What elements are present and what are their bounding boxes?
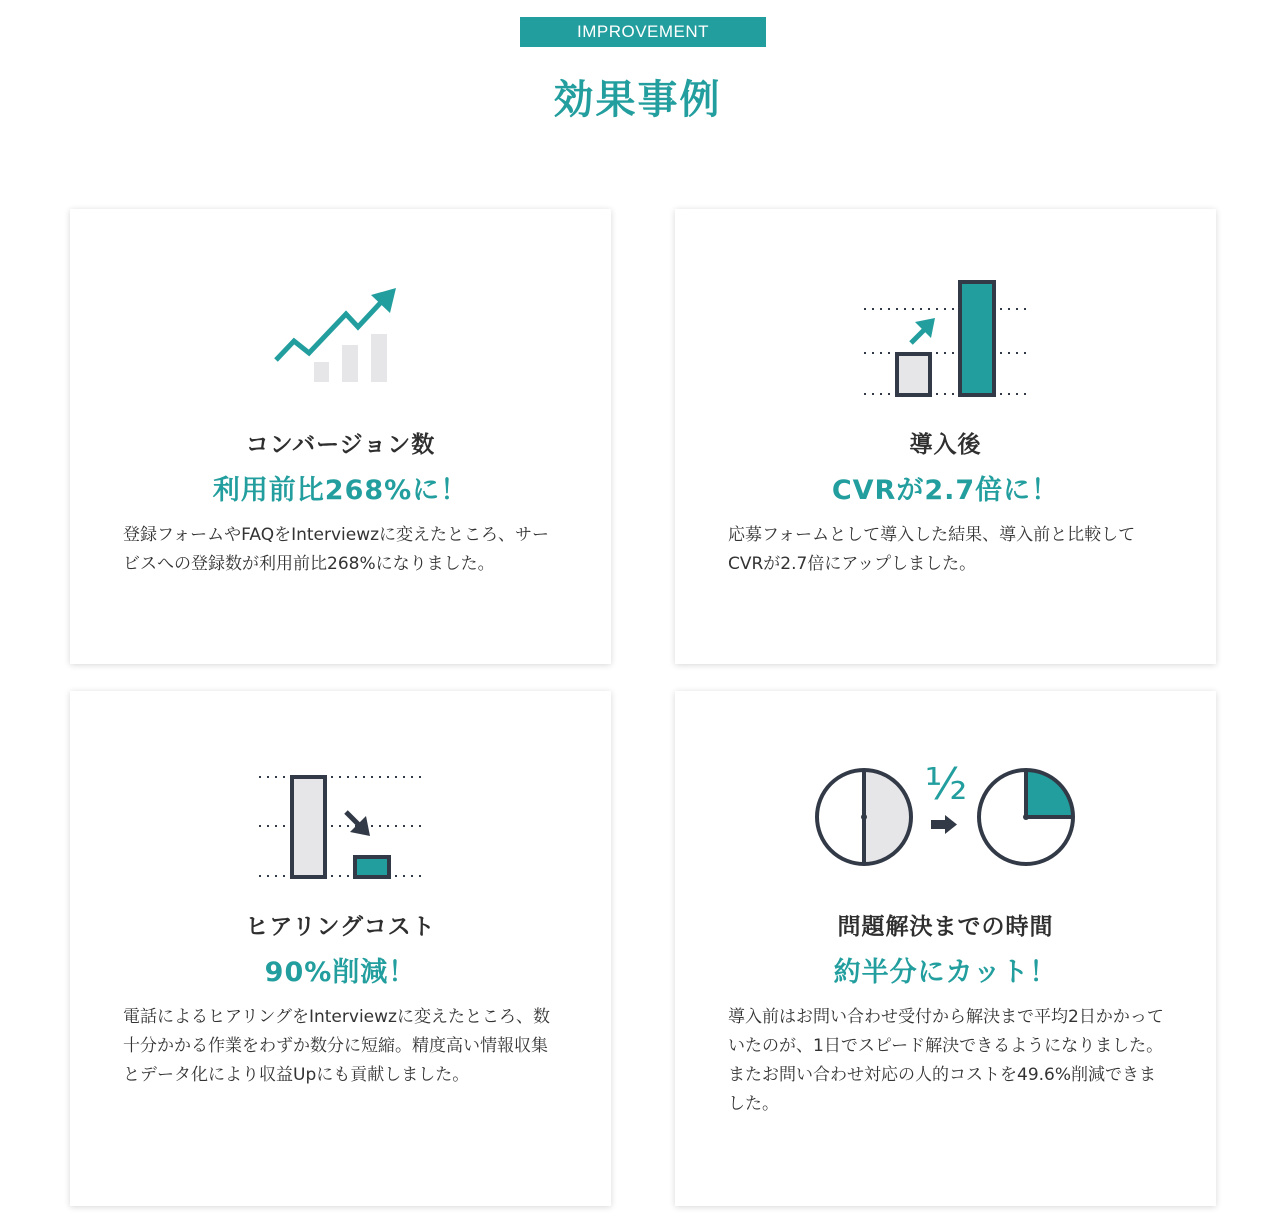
card-heading: ヒアリングコスト — [245, 914, 436, 940]
card-highlight: 90%削減！ — [264, 957, 417, 988]
card-body-paragraph: 電話によるヒアリングをInterviewzに変えたところ、数十分かかる作業をわずか数分に短縮。精度高い情報収集とデータ化により収益Upにも貢献しました。 — [123, 1007, 550, 1085]
section-title: 効果事例 — [553, 77, 722, 123]
card-highlight: 約半分にカット！ — [833, 957, 1058, 988]
card-body — [123, 1003, 563, 1090]
growth-chart-icon — [70, 209, 611, 419]
card-heading: 導入後 — [909, 432, 982, 458]
card-heading: 問題解決までの時間 — [837, 914, 1054, 940]
card-highlight: CVRが2.7倍に！ — [831, 475, 1060, 506]
card-body-paragraph: 導入前はお問い合わせ受付から解決まで平均2日かかっていたのが、1日でスピード解決できるようになりました。 — [728, 1007, 1164, 1056]
case-card-resolution-time — [675, 691, 1216, 1206]
card-body — [728, 1003, 1168, 1119]
card-body-paragraph: 応募フォームとして導入した結果、導入前と比較してCVRが2.7倍にアップしました。 — [728, 525, 1136, 574]
card-body — [123, 521, 563, 579]
card-body-paragraph: またお問い合わせ対応の人的コストを49.6%削減できました。 — [728, 1065, 1157, 1114]
card-heading: コンバージョン数 — [245, 432, 436, 458]
card-highlight: 利用前比268%に！ — [212, 475, 469, 506]
card-body-paragraph: 登録フォームやFAQをInterviewzに変えたところ、サービスへの登録数が利用前比268%になりました。 — [123, 525, 550, 574]
bar-decrease-icon — [70, 691, 611, 901]
section-label: IMPROVEMENT — [520, 17, 766, 47]
case-card-cvr — [675, 209, 1216, 664]
case-card-hearing-cost — [70, 691, 611, 1206]
bar-increase-icon — [675, 209, 1216, 419]
one-half-label: ½ — [924, 759, 968, 810]
case-card-conversion — [70, 209, 611, 664]
clock-half-icon — [675, 691, 1216, 901]
card-body — [728, 521, 1168, 579]
